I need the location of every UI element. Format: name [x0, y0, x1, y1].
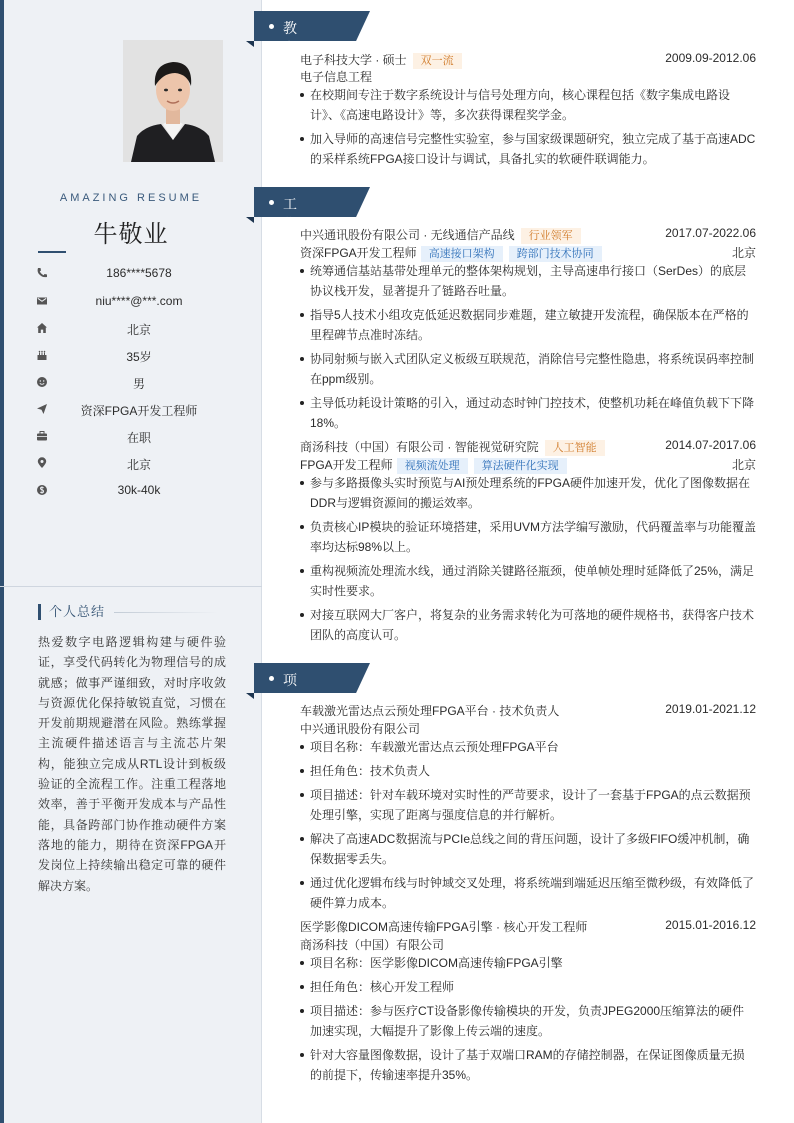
- list-item: 协同射频与嵌入式团队定义板级互联规范，消除信号完整性隐患，将系统误码率控制在ppm级别。: [300, 349, 756, 389]
- home-icon: [36, 322, 50, 336]
- banner-fold: [246, 217, 254, 223]
- list-item: 指导5人技术小组攻克低延迟数据同步难题，建立敏捷开发流程，确保版本在严格的里程碑节点准时冻结。: [300, 305, 756, 345]
- banner-fold: [246, 41, 254, 47]
- education-date: 2009.09-2012.06: [665, 51, 756, 65]
- job-2-header-row: [300, 437, 756, 454]
- list-item: 主导低功耗设计策略的引入，通过动态时钟门控技术，使整机功耗在峰值负载下下降18%。: [300, 393, 756, 433]
- list-item: 统筹通信基站基带处理单元的整体架构规划，主导高速串行接口（SerDes）的底层协议栈开发，显著提升了链路吞吐量。: [300, 261, 756, 301]
- info-row-gender: [36, 373, 242, 393]
- job-2-role-row: [300, 455, 756, 472]
- job-2-city: 北京: [731, 458, 756, 472]
- phone-icon: [36, 267, 50, 281]
- education-major: 电子信息工程: [300, 70, 373, 84]
- info-row-email: [36, 292, 242, 312]
- info-row-home: [36, 319, 242, 339]
- list-item: 项目名称：车载激光雷达点云预处理FPGA平台: [300, 737, 756, 757]
- job-2-company: 商汤科技（中国）有限公司 · 智能视觉研究院: [300, 440, 539, 454]
- section-title-work: 工作经历: [283, 196, 298, 272]
- list-item: 对接互联网大厂客户，将复杂的业务需求转化为可落地的硬件规格书，获得客户技术团队的高度认可。: [300, 605, 756, 645]
- target-role-text: 资深FPGA开发工程师: [80, 404, 198, 418]
- job-1-role-row: [300, 243, 756, 260]
- info-row-target-role: [36, 400, 242, 420]
- email-text: niu****@***.com: [95, 294, 183, 308]
- project-2-org: 商汤科技（中国）有限公司: [300, 938, 445, 952]
- job-1-role: 资深FPGA开发工程师: [300, 246, 417, 260]
- list-item: 加入导师的高速信号完整性实验室，参与国家级课题研究，独立完成了基于高速ADC的采样系统FPGA接口设计与调试，具备扎实的软硬件联调能力。: [300, 129, 756, 169]
- send-icon: [36, 403, 50, 417]
- briefcase-icon: [36, 430, 50, 444]
- name-underline: [38, 251, 66, 253]
- banner-dot: [269, 24, 274, 29]
- main-content: [262, 0, 794, 1123]
- job-1-header-row: [300, 225, 756, 242]
- education-header-row: [300, 50, 756, 67]
- summary-heading: 个人总结: [38, 604, 105, 620]
- section-title-education: 教育经历: [283, 20, 298, 96]
- location-text: 北京: [126, 458, 151, 472]
- job-1-date: 2017.07-2022.06: [665, 226, 756, 240]
- info-row-salary: [36, 481, 242, 501]
- list-item: 解决了高速ADC数据流与PCIe总线之间的背压问题，设计了多级FIFO缓冲机制，确保数据零丢失。: [300, 829, 756, 869]
- job-1-skill-tag: 跨部门技术协同: [509, 246, 602, 262]
- summary-text: 热爱数字电路逻辑构建与硬件验证，享受代码转化为物理信号的成就感；做事严谨细致，对时序收敛与资源优化保持敏锐直觉，习惯在开发前期规避潜在风险。熟练掌握主流硬件描述语言与主流芯片架构，能独立完成从RTL设计到板级验证的全流程工作。注重工程落地效率，善于平衡开发成本与产品性能，具备跨部门协作推动硬件方案落地的能力，期待在资深FPGA开发岗位上持续输出稳定可靠的硬件解决方案。: [38, 635, 226, 893]
- info-row-status: [36, 427, 242, 447]
- list-item: 通过优化逻辑布线与时钟域交叉处理，将系统端到端延迟压缩至微秒级，有效降低了硬件算力成本。: [300, 873, 756, 913]
- location-icon: [36, 457, 50, 471]
- job-2-role: FPGA开发工程师: [300, 458, 393, 472]
- money-icon: [36, 484, 50, 498]
- job-2-date: 2014.07-2017.06: [665, 438, 756, 452]
- info-row-phone: [36, 264, 242, 284]
- banner-fold: [246, 693, 254, 699]
- project-1-org-row: [300, 719, 756, 736]
- resume-tagline: AMAZING RESUME: [59, 192, 203, 204]
- project-2-name: 医学影像DICOM高速传输FPGA引擎 · 核心开发工程师: [300, 920, 588, 934]
- project-2-header-row: [300, 917, 756, 934]
- education-tag: 双一流: [413, 53, 462, 69]
- mail-icon: [36, 295, 50, 309]
- face-icon: [36, 376, 50, 390]
- project-2-org-row: [300, 935, 756, 952]
- salary-text: 30k-40k: [117, 483, 161, 497]
- sidebar-accent-edge: [0, 0, 4, 1123]
- list-item: 重构视频流处理流水线，通过消除关键路径瓶颈，使单帧处理时延降低了25%，满足实时性要求。: [300, 561, 756, 601]
- project-1-date: 2019.01-2021.12: [665, 702, 756, 716]
- project-1-header-row: [300, 701, 756, 718]
- project-1-name: 车载激光雷达点云预处理FPGA平台 · 技术负责人: [300, 704, 560, 718]
- job-1-skill-tag: 高速接口架构: [421, 246, 503, 262]
- project-2-date: 2015.01-2016.12: [665, 918, 756, 932]
- education-major-row: [300, 67, 756, 84]
- list-item: 项目描述：参与医疗CT设备影像传输模块的开发，负责JPEG2000压缩算法的硬件加速实现，大幅提升了影像上传云端的速度。: [300, 1001, 756, 1041]
- sidebar: [0, 0, 262, 1123]
- list-item: 参与多路摄像头实时预览与AI预处理系统的FPGA硬件加速开发，优化了图像数据在DDR与逻辑资源间的搬运效率。: [300, 473, 756, 513]
- profile-photo: [123, 40, 223, 162]
- banner-dot: [269, 200, 274, 205]
- job-2-tag: 人工智能: [545, 440, 605, 456]
- job-2-skill-tag: 视频流处理: [397, 458, 468, 474]
- info-row-location: [36, 454, 242, 474]
- banner-dot: [269, 676, 274, 681]
- profile-photo-illustration: [123, 40, 223, 162]
- home-text: 北京: [126, 323, 151, 337]
- project-1-org: 中兴通讯股份有限公司: [300, 722, 421, 736]
- list-item: 项目描述：针对车载环境对实时性的严苛要求，设计了一套基于FPGA的点云数据预处理引擎，实现了距离与强度信息的并行解析。: [300, 785, 756, 825]
- section-title-projects: 项目经历: [283, 672, 298, 748]
- age-text: 35岁: [126, 350, 152, 364]
- phone-text: 186****5678: [106, 266, 172, 280]
- info-row-age: [36, 346, 242, 366]
- job-1-tag: 行业领军: [521, 228, 581, 244]
- sidebar-divider: [0, 586, 262, 587]
- list-item: 担任角色：技术负责人: [300, 761, 756, 781]
- cake-icon: [36, 349, 50, 363]
- list-item: 项目名称：医学影像DICOM高速传输FPGA引擎: [300, 953, 756, 973]
- summary-heading-rule: [114, 612, 218, 613]
- list-item: 在校期间专注于数字系统设计与信号处理方向，核心课程包括《数字集成电路设计》、《高速电路设计》等，多次获得课程奖学金。: [300, 85, 756, 125]
- candidate-name: 牛敬业: [93, 221, 169, 248]
- job-1-company: 中兴通讯股份有限公司 · 无线通信产品线: [300, 228, 515, 242]
- list-item: 负责核心IP模块的验证环境搭建，采用UVM方法学编写激励，代码覆盖率与功能覆盖率均达标98%以上。: [300, 517, 756, 557]
- gender-text: 男: [132, 377, 145, 391]
- job-2-skill-tag: 算法硬件化实现: [474, 458, 567, 474]
- education-school: 电子科技大学 · 硕士: [300, 53, 407, 67]
- list-item: 针对大容量图像数据，设计了基于双端口RAM的存储控制器，在保证图像质量无损的前提下，传输速率提升35%。: [300, 1045, 756, 1085]
- status-text: 在职: [126, 431, 151, 445]
- list-item: 担任角色：核心开发工程师: [300, 977, 756, 997]
- job-1-city: 北京: [731, 246, 756, 260]
